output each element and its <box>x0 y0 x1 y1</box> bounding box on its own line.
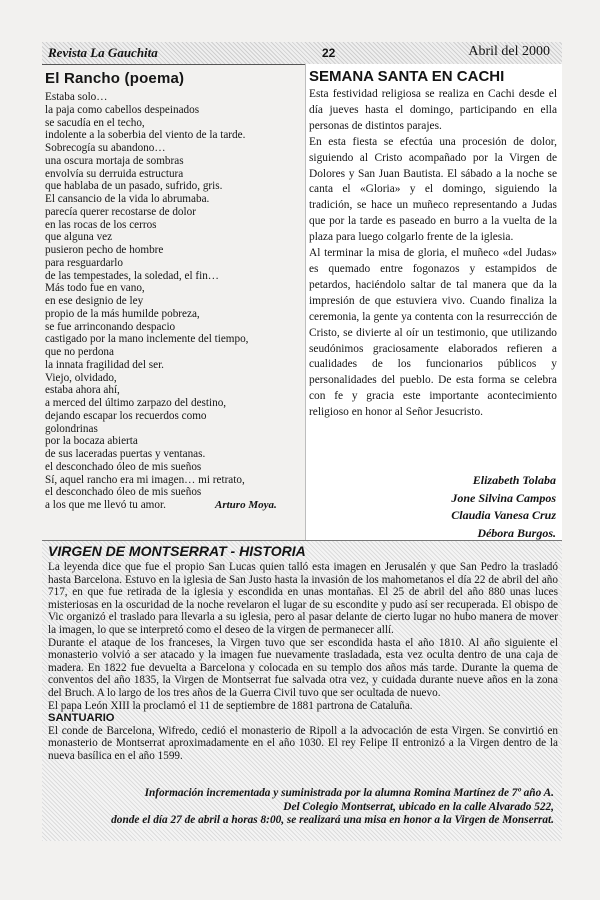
poem-line: Sí, aquel rancho era mi imagen… mi retrato, <box>45 473 245 486</box>
poem-line: el desconchado óleo de mis sueños <box>45 486 202 499</box>
poem-line: en las rocas de los cerros <box>45 218 157 231</box>
history-credit <box>82 787 554 828</box>
poem-line: el desconchado óleo de mis sueños <box>45 460 202 473</box>
history-paragraph: La leyenda dice que fue el propio San Lucas quien talló esta imagen en Jerusalén y que San Pedro la trasladó hasta Barcelona. Estuvo en la iglesia de San Justo hasta la invasión de los mahometanos el día 22 de abril del año 717, en que fue retirada de la iglesia y escondida en unas montañas. El 25 de abril del año 880 unas luces misteriosas en la oscuridad de la noche revelaron el lugar de su escondite y pudo así ser recuperada. El obispo de Vic organizó el traslado para llevarla a su iglesia, pero al pasar delante de cierto lugar no hubo manera de mover la imagen, lo que se interpretó como el deseo de la virgen de permanecer allí. <box>48 561 558 636</box>
history-body <box>48 561 558 763</box>
santuario-paragraph: El conde de Barcelona, Wifredo, cedió el monasterio de Ripoll a la advocación de esta Virgen. Se convirtió en monasterio de Montserrat aproximadamente en el año 1030. El rey Felipe II entronizó a la Virgen dentro de la nueva basílica en el año 1599. <box>48 724 558 762</box>
author-name: Débora Burgos. <box>477 525 556 540</box>
poem-line: a merced del último zarpazo del destino, <box>45 397 227 409</box>
article-title: SEMANA SANTA EN CACHI <box>309 68 505 85</box>
poem-line: parecía querer recostarse de dolor <box>45 205 196 218</box>
poem-line: dejando escapar los recuerdos como <box>45 409 207 422</box>
poem-line: castigado por la mano inclemente del tiempo, <box>45 333 249 346</box>
history-title: VIRGEN DE MONTSERRAT - HISTORIA <box>48 543 306 559</box>
credit-line: Información incrementada y suministrada por la alumna Romina Martínez de 7º año A. <box>144 787 554 799</box>
history-paragraph: El papa León XIII la proclamó el 11 de septiembre de 1881 partrona de Cataluña. <box>48 699 413 712</box>
author-name: Jone Silvina Campos <box>451 490 556 505</box>
poem-line: que alguna vez <box>45 231 113 244</box>
poem-section <box>45 70 307 512</box>
credit-line: donde el día 27 de abril a horas 8:00, se realizará una misa en honor a la Virgen de Monserrat. <box>111 814 554 826</box>
poem-line: propio de la más humilde pobreza, <box>45 307 200 320</box>
poem-line: Sobrecogía su abandono… <box>45 142 166 154</box>
poem-line: estaba ahora ahí, <box>45 384 120 397</box>
poem-line: la paja como cabellos despeinados <box>45 103 200 116</box>
article-authors <box>451 472 556 542</box>
poem-line: indolente a la soberbia del viento de la tarde. <box>45 129 246 142</box>
poem-line: la innata fragilidad del ser. <box>45 358 164 371</box>
article-paragraph: En esta fiesta se efectúa una procesión de dolor, siguiendo al Cristo acompañado por la Virgen de Dolores y San Juan Bautista. El sábado a la noche se canta el «Gloria» y el domingo, siguiendo la tradición, se hace un muñeco representando a Judas que por la tarde es paseado en burro a la vuelta de la plaza para luego colgarlo frente de la iglesia. <box>309 135 557 244</box>
poem-line: una oscura mortaja de sombras <box>45 154 184 167</box>
poem-line: golondrinas <box>45 422 98 435</box>
author-name: Claudia Vanesa Cruz <box>451 508 556 522</box>
poem-line: envolvía su derruida estructura <box>45 167 184 180</box>
history-paragraph: Durante el ataque de los franceses, la Virgen tuvo que ser escondida hasta el año 1810. Al año siguiente el monasterio volvió a ser atacado y la imagen fue nuevamente trasladada, esta vez oculta dentro de una caja de madera. En 1822 fue devuelta a Barcelona y colocada en su templo dos años más tarde. Durante la quema de conventos del año 1835, la Virgen de Montserrat fue salvada otra vez, y cuidada durante nueve años en la zona del Bruch. A lo largo de los tres años de la Guerra Civil tuvo que ser ocultada de nuevo. <box>48 636 558 699</box>
poem-line: que no perdona <box>45 346 114 358</box>
article-paragraph: Al terminar la misa de gloria, el muñeco «del Judas» es quemado entre fogonazos y estampidos de petardos, haciéndolo saltar de tal manera que da la impresión de que estuviera vivo. Cuando finaliza la ceremonia, la gente ya contenta con la resurrección de Cristo, se divierte al oír un testimonio, que utilizando seudónimos graciosamente elaborados refieren a cualidades de los funcionarios públicos y personalidades del pueblo. De esta forma se celebra con fe y gracia este importante acontecimiento religioso en honor al Señor Jesucristo. <box>309 247 557 419</box>
poem-line: se sacudía en el techo, <box>45 116 145 129</box>
poem-line: de las tempestades, la soledad, el fin… <box>45 269 219 282</box>
poem-line: a los que me llevó tu amor. <box>45 499 166 511</box>
poem-line: de sus laceradas puertas y ventanas. <box>45 448 206 460</box>
poem-line: se fue arrinconando despacio <box>45 320 176 333</box>
credit-line: Del Colegio Montserrat, ubicado en la calle Alvarado 522, <box>283 800 554 813</box>
poem-line: El cansancio de la vida lo abrumaba. <box>45 193 210 205</box>
poem-body <box>45 91 307 499</box>
santuario-heading: SANTUARIO <box>48 712 115 725</box>
poem-line: por la bocaza abierta <box>45 435 138 448</box>
article-paragraph: Esta festividad religiosa se realiza en Cachi desde el día jueves hasta el domingo, participando en ella personas de distintos parajes. <box>309 88 557 132</box>
poem-line: en ese designio de ley <box>45 295 144 307</box>
poem-line: Más todo fue en vano, <box>45 282 145 295</box>
article-body <box>309 87 557 421</box>
poem-last-line-row <box>45 499 307 512</box>
poem-author: Arturo Moya. <box>215 499 277 511</box>
page-number: 22 <box>322 46 336 60</box>
poem-line: pusieron pecho de hombre <box>45 244 164 256</box>
magazine-name: Revista La Gauchita <box>48 45 158 60</box>
poem-line: para resguardarlo <box>45 256 123 269</box>
poem-title: El Rancho (poema) <box>45 70 185 87</box>
author-name: Elizabeth Tolaba <box>472 473 556 487</box>
poem-line: Estaba solo… <box>45 91 108 103</box>
history-section <box>42 540 562 841</box>
page-header <box>42 42 562 65</box>
poem-line: que hablaba de un pasado, sufrido, gris. <box>45 180 223 193</box>
issue-date: Abril del 2000 <box>468 44 550 59</box>
poem-line: Viejo, olvidado, <box>45 371 117 384</box>
article-section <box>305 64 562 542</box>
